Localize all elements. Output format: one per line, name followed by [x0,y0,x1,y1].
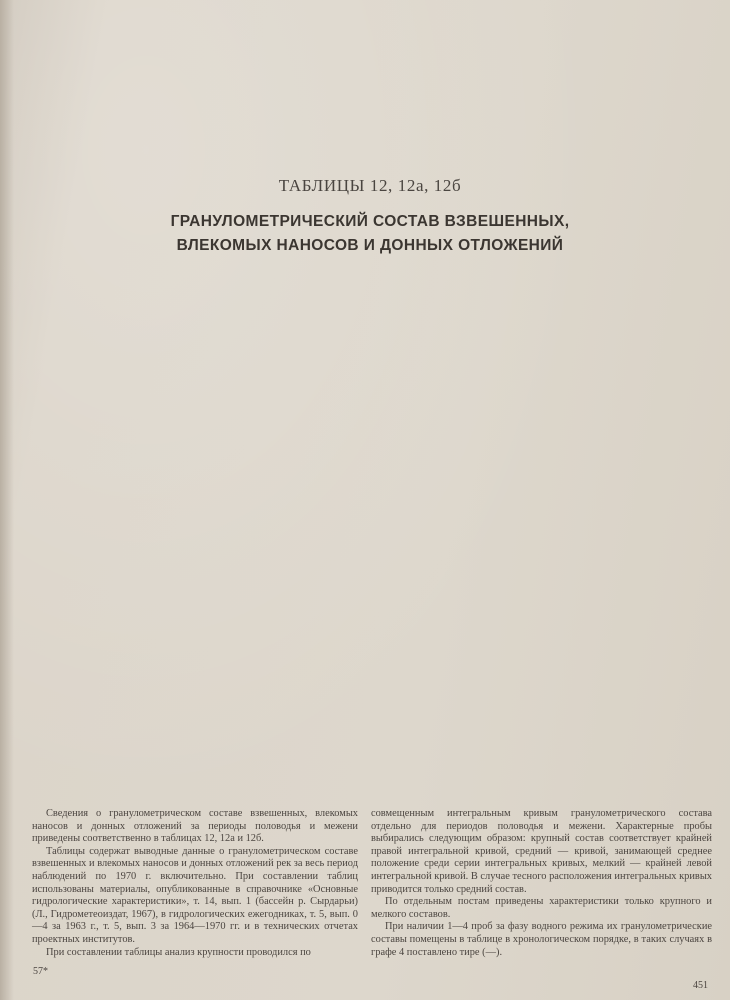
page-binding-shadow [0,0,14,1000]
main-title-line-2: ВЛЕКОМЫХ НАНОСОВ И ДОННЫХ ОТЛОЖЕНИЙ [176,237,564,254]
left-text-column [32,808,358,959]
paragraph: При наличии 1—4 проб за фазу водного режима их гранулометрические составы помещены в таблице в хронологическом порядке, в таких случаях в графе 4 поставлено тире (—). [371,921,712,958]
page-number: 451 [693,980,708,991]
paragraph: При составлении таблицы анализ крупности проводился по [46,946,311,958]
paragraph: Таблицы содержат выводные данные о гранулометрическом составе взвешенных и влекомых наносов и донных отложений рек за весь период наблюдений по 1970 г. включительно. При составлении таблиц использованы материалы, опубликованные в справочнике «Основные гидрологические характеристики», т. 14, вып. 1 (бассейн р. Сырдарьи) (Л., Гидрометеоиздат, 1967), в гидрологических ежегодниках, т. 5, вып. 0—4 за 1963 г., т. 5, вып. 3 за 1964—1970 гг. и в технических отчетах проектных институтов. [32,845,358,945]
main-title-line-1: ГРАНУЛОМЕТРИЧЕСКИЙ СОСТАВ ВЗВЕШЕННЫХ, [170,213,570,230]
paragraph: Сведения о гранулометрическом составе взвешенных, влекомых наносов и донных отложений за периоды половодья и межени приведены соответственно в таблицах 12, 12а и 12б. [32,808,358,845]
paragraph: По отдельным постам приведены характеристики только крупного и мелкого составов. [371,896,712,920]
signature-mark: 57* [33,966,48,977]
paragraph: совмещенным интегральным кривым гранулометрического состава отдельно для периодов половодья и межени. Характерные пробы выбирались следующим образом: крупный состав соответствует крайней правой интегральной кривой, средний — кривой, занимающей среднее положение среди серии интегральных кривых, мелкий — крайней левой интегральной кривой. В случае тесного расположения интегральных кривых приводится только средний состав. [371,808,712,895]
main-title [100,210,640,258]
series-title: ТАБЛИЦЫ 12, 12а, 12б [278,176,462,195]
right-text-column [371,808,712,959]
